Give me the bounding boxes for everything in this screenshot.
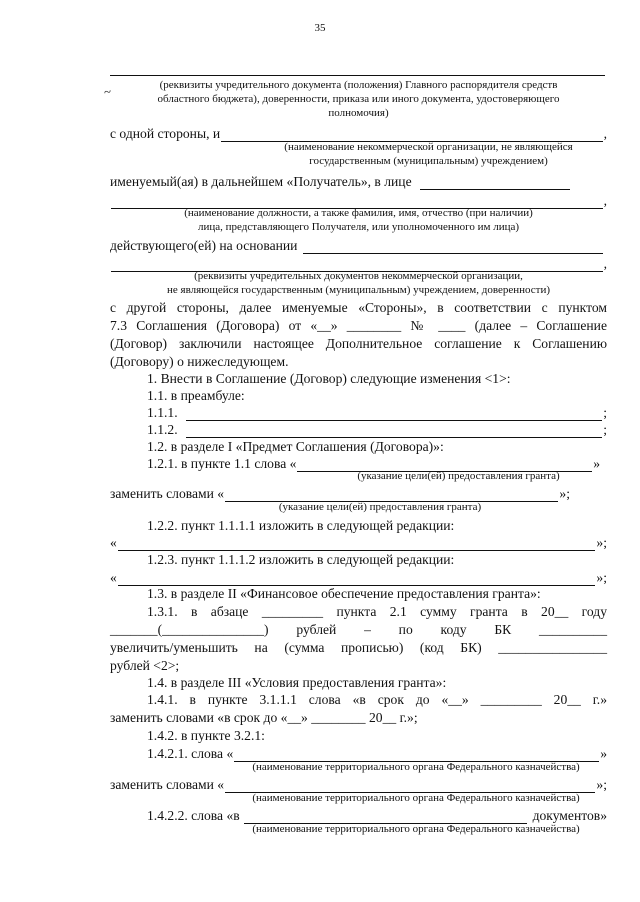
item-1-1-1-label: 1.1.1. [147, 405, 178, 420]
preamble-line-1: с другой стороны, далее именуемые «Стороны», в соответствии с пунктом [110, 300, 607, 315]
item-1-2-2-blank [110, 535, 607, 551]
quote-open: « [110, 535, 117, 550]
item-1-4-2-2-label: 1.4.2.2. слова «в [147, 808, 240, 823]
treasury-caption-1: (наименование территориального органа Федерального казначейства) [252, 761, 580, 773]
treasury-caption-3: (наименование территориального органа Федерального казначейства) [252, 823, 580, 835]
item-1-4-2-1 [147, 746, 607, 762]
replace-treasury-line [110, 777, 607, 793]
quote-close: » [593, 456, 600, 471]
recipient-caption-2: лица, представляющего Получателя, или уполномоченного им лица) [197, 221, 520, 233]
header-note-1: (реквизиты учредительного документа (положения) Главного распорядителя средств [159, 79, 558, 91]
comma: , [603, 193, 607, 208]
item-1-3-1-line-1: 1.3.1. в абзаце _________ пункта 2.1 сумму гранта в 20__ году [147, 604, 607, 619]
blank-line [303, 241, 603, 254]
comma: , [603, 256, 607, 271]
item-1: 1. Внести в Соглашение (Договор) следующие изменения <1>: [147, 371, 511, 386]
header-note-3: полномочия) [328, 107, 389, 119]
item-1-1-1 [147, 405, 607, 421]
quote-close-semicolon: »; [559, 486, 570, 501]
item-1-4-1-line-1: 1.4.1. в пункте 3.1.1.1 слова «в срок до «__» _________ 20__ г.» [147, 692, 607, 707]
recipient-line [110, 174, 607, 190]
party1-text: с одной стороны, и [110, 126, 221, 141]
quote-close: » [600, 746, 607, 761]
item-1-2: 1.2. в разделе I «Предмет Соглашения (Договора)»: [147, 439, 444, 454]
item-1-4-2: 1.4.2. в пункте 3.2.1: [147, 728, 265, 743]
documents-word: документов» [532, 808, 607, 823]
basis-line [110, 238, 607, 254]
item-1-4-1-line-2: заменить словами «в срок до «__» ________ 20__ г.»; [110, 710, 418, 725]
recipient-caption-1: (наименование должности, а также фамилия, имя, отчество (при наличии) [184, 207, 533, 219]
item-1-4: 1.4. в разделе III «Условия предоставления гранта»: [147, 675, 447, 690]
item-1-3-1-line-3: увеличить/уменьшить на (сумма прописью) (код БК) ________________ [110, 640, 607, 655]
recipient-text: именуемый(ая) в дальнейшем «Получатель», в лице [110, 174, 412, 189]
blank-line [186, 408, 603, 421]
margin-mark: ~ [102, 83, 112, 100]
quote-close-semicolon: »; [596, 570, 607, 585]
replace-label: заменить словами « [110, 486, 225, 501]
goal-caption-2: (указание цели(ей) предоставления гранта) [278, 501, 482, 513]
preamble-line-2: 7.3 Соглашения (Договора) от «__» ________ № ____ (далее – Соглашение [110, 318, 607, 333]
party1-caption-2: государственным (муниципальным) учреждением) [309, 155, 548, 167]
header-note-2: областного бюджета), доверенности, приказа или иного документа, удостоверяющего [157, 93, 560, 105]
replace-label: заменить словами « [110, 777, 225, 792]
semicolon: ; [603, 422, 607, 437]
item-1-3-1-line-2: _______(_______________) рублей – по коду БК __________ [110, 622, 607, 637]
basis-caption-2: не являющейся государственным (муниципальным) учреждением, доверенности) [166, 284, 551, 296]
item-1-3-1-line-4: рублей <2>; [110, 658, 180, 673]
quote-open: « [110, 570, 117, 585]
blank-line [420, 177, 570, 190]
item-1-1-2-label: 1.1.2. [147, 422, 178, 437]
basis-caption-1: (реквизиты учредительных документов некоммерческой организации, [194, 270, 523, 282]
treasury-caption-2: (наименование территориального органа Федерального казначейства) [252, 792, 580, 804]
party1-caption-1: (наименование некоммерческой организации, не являющейся [284, 141, 573, 153]
item-1-2-1-label: 1.2.1. в пункте 1.1 слова « [147, 456, 297, 471]
blank-line [118, 573, 596, 586]
comma: , [603, 126, 607, 141]
item-1-2-2: 1.2.2. пункт 1.1.1.1 изложить в следующей редакции: [147, 518, 455, 533]
item-1-4-2-1-label: 1.4.2.1. слова « [147, 746, 234, 761]
replace-goal-line [110, 486, 570, 502]
party1-line [110, 126, 607, 142]
page-number: 35 [314, 22, 326, 34]
item-1-1: 1.1. в преамбуле: [147, 388, 245, 403]
item-1-4-2-2 [147, 808, 607, 824]
item-1-1-2 [147, 422, 607, 438]
item-1-2-3: 1.2.3. пункт 1.1.1.2 изложить в следующей редакции: [147, 552, 455, 567]
semicolon: ; [603, 405, 607, 420]
top-blank-line [110, 75, 605, 76]
item-1-2-3-blank [110, 570, 607, 586]
preamble-line-3: (Договор) заключили настоящее Дополнительное соглашение к Соглашению [110, 336, 607, 351]
item-1-3: 1.3. в разделе II «Финансовое обеспечение предоставления гранта»: [147, 586, 541, 601]
quote-close-semicolon: »; [596, 535, 607, 550]
quote-close-semicolon: »; [596, 777, 607, 792]
goal-caption-1: (указание цели(ей) предоставления гранта) [357, 470, 560, 482]
basis-text: действующего(ей) на основании [110, 238, 298, 253]
preamble-line-4: (Договору) о нижеследующем. [110, 354, 289, 369]
blank-line [118, 538, 596, 551]
blank-line [186, 425, 603, 438]
